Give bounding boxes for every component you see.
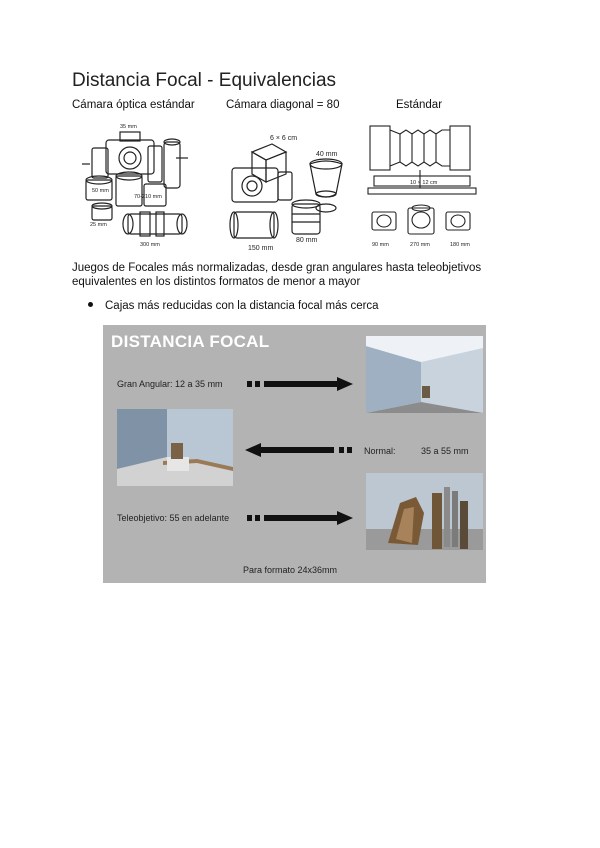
intro-paragraph: Juegos de Focales más normalizadas, desde gran angulares hasta teleobjetivos equivalentes en los distintos formatos de menor a mayor (72, 262, 482, 288)
camera-35mm-sketch (76, 118, 192, 250)
telephoto-photo (366, 473, 483, 550)
camera2-label-150: 150 mm (248, 245, 274, 252)
arrow-left-icon (245, 443, 353, 457)
camera-large-format-sketch (366, 120, 478, 252)
telephoto-label: Teleobjetivo: 55 en adelante (117, 513, 230, 523)
normal-value: 35 a 55 mm (421, 446, 469, 456)
camera2-label-40: 40 mm (316, 151, 338, 158)
normal-photo (117, 409, 233, 486)
focal-distance-slide (103, 325, 486, 583)
wide-angle-label: Gran Angular: 12 a 35 mm (117, 379, 223, 389)
slide-heading: DISTANCIA FOCAL (111, 332, 270, 351)
camera1-label-50: 50 mm (92, 188, 109, 194)
camera1-label-300: 300 mm (140, 242, 160, 248)
camera1-label-70210: 70-210 mm (134, 194, 162, 200)
camera3-label-270: 270 mm (410, 242, 430, 248)
bullet-dot (88, 302, 93, 307)
bullet-text: Cajas más reducidas con la distancia focal más cerca (105, 300, 379, 312)
caption-camara-optica: Cámara óptica estándar (72, 99, 195, 111)
camera2-label-6x6: 6 × 6 cm (270, 135, 298, 142)
normal-label: Normal: (364, 446, 396, 456)
camera3-label-180: 180 mm (450, 242, 470, 248)
slide-footer: Para formato 24x36mm (243, 565, 338, 575)
bullet-item (88, 300, 379, 312)
wide-angle-photo (366, 336, 483, 413)
page-title: Distancia Focal - Equivalencias (72, 70, 337, 91)
caption-estandar: Estándar (396, 99, 443, 111)
arrow-right-icon (247, 377, 355, 391)
camera3-label-10x12: 10 × 12 cm (410, 180, 438, 186)
camera2-label-80: 80 mm (296, 237, 318, 244)
caption-camara-diagonal: Cámara diagonal = 80 (226, 99, 340, 111)
camera3-label-90: 90 mm (372, 242, 389, 248)
arrow-right-icon (247, 511, 355, 525)
camera1-label-25: 25 mm (90, 222, 107, 228)
camera-6x6-sketch (224, 122, 354, 252)
camera1-label-35: 35 mm (120, 124, 137, 130)
